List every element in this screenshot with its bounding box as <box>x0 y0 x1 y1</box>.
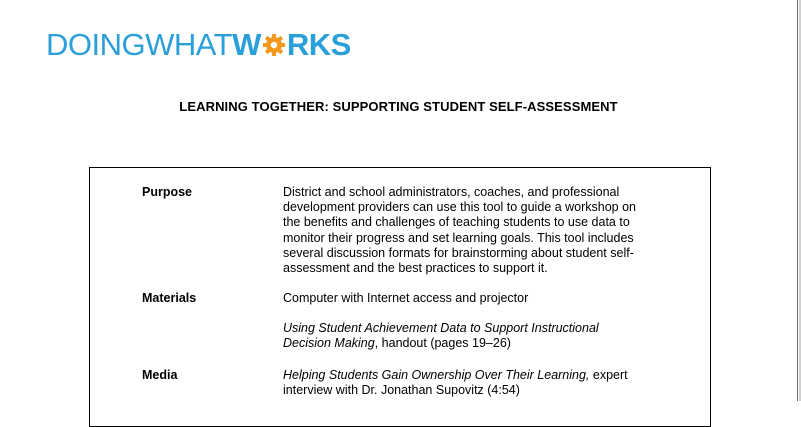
row-label-materials: Materials <box>142 291 197 305</box>
page-edge <box>797 0 798 401</box>
media-text <box>283 368 663 398</box>
purpose-line: assessment and the best practices to support it. <box>283 261 548 276</box>
purpose-text <box>283 185 663 276</box>
purpose-line: the benefits and challenges of teaching students to use data to <box>283 215 630 230</box>
logo-text-bold-w: W <box>232 27 261 62</box>
gear-icon <box>262 33 286 57</box>
materials-item: Computer with Internet access and projector <box>283 291 529 305</box>
handout-title-line2: Decision Making <box>283 336 375 351</box>
media-line: interview with Dr. Jonathan Supovitz (4:54) <box>283 383 520 398</box>
purpose-line: development providers can use this tool to guide a workshop on <box>283 200 636 215</box>
materials-text <box>283 291 663 352</box>
media-title: Helping Students Gain Ownership Over Their Learning, <box>283 368 590 382</box>
materials-item-italic <box>283 321 663 336</box>
purpose-line: District and school administrators, coaches, and professional <box>283 185 620 199</box>
logo-text-bold-rks: RKS <box>286 27 351 62</box>
materials-item-cont <box>283 336 663 351</box>
handout-pages: , handout (pages 19–26) <box>374 336 511 351</box>
logo-text-light: DOINGWHAT <box>46 27 233 62</box>
purpose-line: several discussion formats for brainstorming about student self- <box>283 245 634 260</box>
media-line <box>283 368 663 383</box>
media-type: expert <box>589 368 628 382</box>
purpose-line: monitor their progress and set learning goals. This tool includes <box>283 230 634 245</box>
info-table <box>89 167 711 427</box>
handout-title-line1: Using Student Achievement Data to Support Instructional <box>283 321 599 336</box>
row-label-media: Media <box>142 368 178 382</box>
row-label-purpose: Purpose <box>142 185 193 199</box>
document-title: LEARNING TOGETHER: SUPPORTING STUDENT SELF-ASSESSMENT <box>179 99 618 114</box>
logo <box>46 28 351 68</box>
